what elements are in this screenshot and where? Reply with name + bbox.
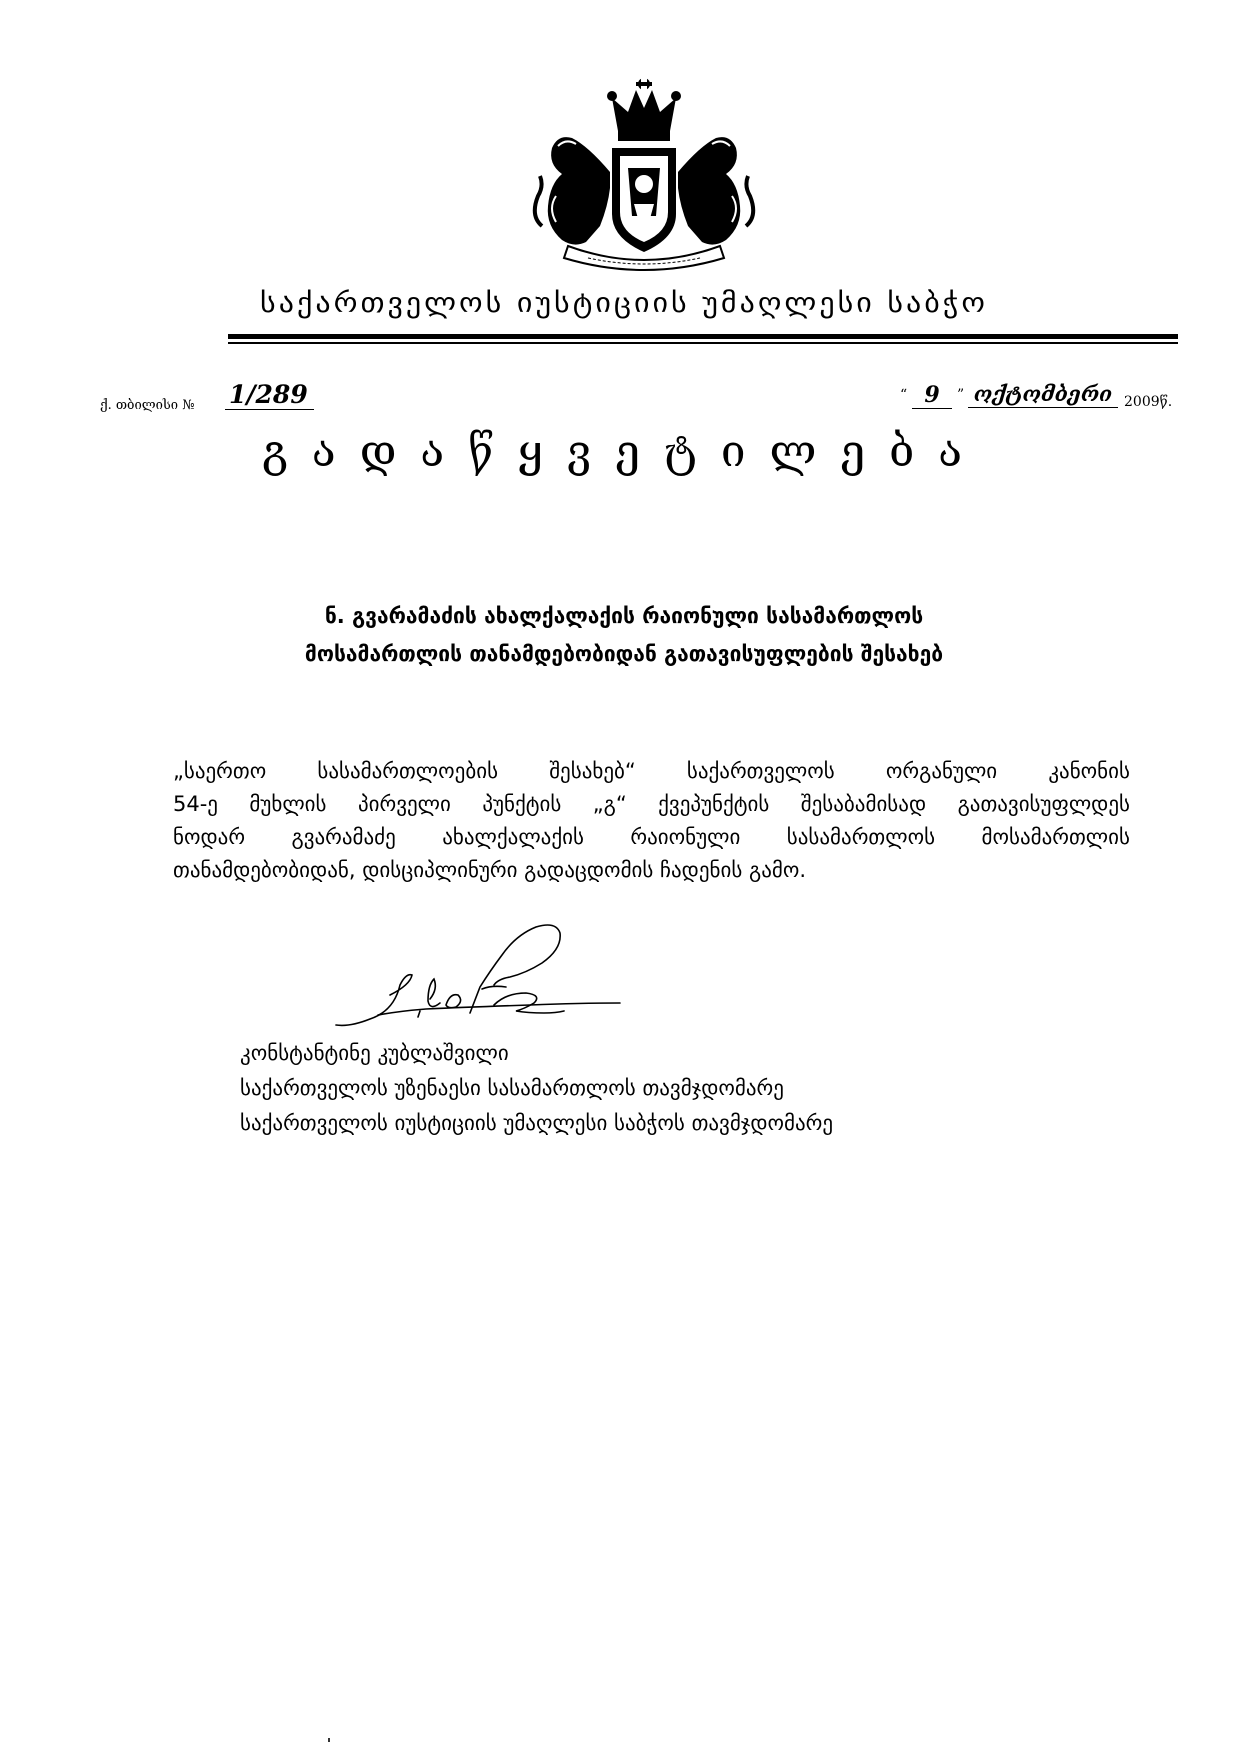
body-line: თანამდებობიდან, დისციპლინური გადაცდომის ჩადენის გამო. xyxy=(173,858,807,882)
signer-title: საქართველოს უზენაესი სასამართლოს თავმჯდომარე xyxy=(240,1076,784,1100)
date-year: 2009წ. xyxy=(1124,394,1173,410)
coat-of-arms-icon xyxy=(528,76,760,272)
body-line: „საერთო სასამართლოების შესახებ“ საქართველოს ორგანული კანონის xyxy=(173,759,1130,783)
body-line: ნოდარ გვარამაძე ახალქალაქის რაიონული სასამართლოს მოსამართლის xyxy=(173,825,1130,849)
scan-speck xyxy=(328,1738,330,1742)
date-quote-open: “ xyxy=(900,387,908,403)
document-type-heading: გადაწყვეტილება xyxy=(261,426,986,477)
header-rule-thin xyxy=(228,342,1178,344)
council-title: საქართველოს იუსტიციის უმაღლესი საბჭო xyxy=(260,287,988,320)
subject-line: ნ. გვარამაძის ახალქალაქის რაიონული სასამართლოს xyxy=(324,604,924,628)
date-day: 9 xyxy=(912,382,952,409)
document-number: 1/289 xyxy=(225,381,314,410)
signer-block xyxy=(240,1036,833,1141)
number-label: ქ. თბილისი № xyxy=(100,398,195,413)
subject-line: მოსამართლის თანამდებობიდან გათავისუფლების შესახებ xyxy=(304,642,944,666)
date-quote-close: ” xyxy=(957,387,965,403)
signer-name: კონსტანტინე კუბლაშვილი xyxy=(240,1041,509,1065)
header-rule-thick xyxy=(228,334,1178,339)
date-month: ოქტომბერი xyxy=(968,381,1118,408)
signer-title: საქართველოს იუსტიციის უმაღლესი საბჭოს თავმჯდომარე xyxy=(240,1111,834,1135)
handwritten-signature-icon xyxy=(330,915,650,1055)
decision-body xyxy=(173,755,1130,887)
subject xyxy=(0,597,1248,673)
body-line: 54-ე მუხლის პირველი პუნქტის „გ“ ქვეპუნქტის შესაბამისად გათავისუფლდეს xyxy=(173,792,1130,816)
